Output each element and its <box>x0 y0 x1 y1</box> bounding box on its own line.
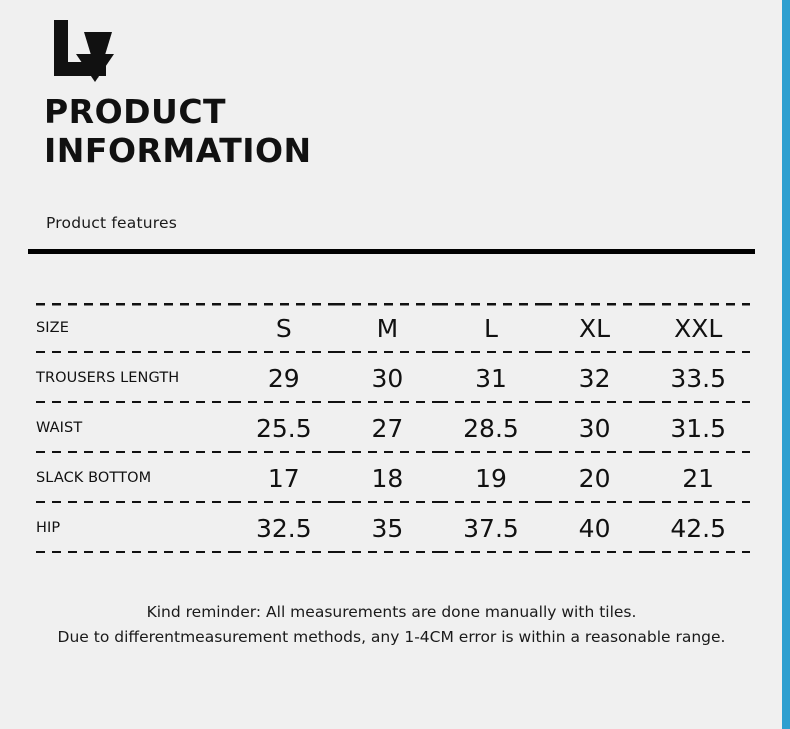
column-header-xxl: XXL <box>646 303 750 353</box>
size-chart <box>36 303 750 553</box>
page-title <box>44 92 644 170</box>
accent-bar <box>782 0 790 729</box>
table-row <box>36 503 750 553</box>
cell-slack-bottom-xxl: 21 <box>646 453 750 503</box>
section-divider <box>28 249 755 254</box>
cell-hip-m: 35 <box>336 503 440 553</box>
column-header-size: SIZE <box>36 303 232 353</box>
size-table <box>36 303 750 553</box>
title-line-1: PRODUCT <box>44 92 227 131</box>
cell-trousers-length-l: 31 <box>439 353 543 403</box>
row-label-trousers-length: TROUSERS LENGTH <box>36 353 232 403</box>
cell-trousers-length-xl: 32 <box>543 353 647 403</box>
cell-slack-bottom-xl: 20 <box>543 453 647 503</box>
cell-waist-xl: 30 <box>543 403 647 453</box>
row-label-slack-bottom: SLACK BOTTOM <box>36 453 232 503</box>
column-header-xl: XL <box>543 303 647 353</box>
column-header-l: L <box>439 303 543 353</box>
column-header-s: S <box>232 303 336 353</box>
cell-trousers-length-xxl: 33.5 <box>646 353 750 403</box>
footnote-line-2: Due to differentmeasurement methods, any 1-4CM error is within a reasonable range. <box>57 628 726 646</box>
title-line-2: INFORMATION <box>44 131 312 170</box>
cell-waist-m: 27 <box>336 403 440 453</box>
footnote-line-1: Kind reminder: All measurements are done manually with tiles. <box>146 603 637 621</box>
table-header-row <box>36 303 750 353</box>
cell-trousers-length-m: 30 <box>336 353 440 403</box>
cell-slack-bottom-s: 17 <box>232 453 336 503</box>
product-features-label: Product features <box>46 214 178 232</box>
cell-hip-xxl: 42.5 <box>646 503 750 553</box>
cell-trousers-length-s: 29 <box>232 353 336 403</box>
table-row <box>36 403 750 453</box>
row-label-hip: HIP <box>36 503 232 553</box>
table-row <box>36 453 750 503</box>
cell-waist-l: 28.5 <box>439 403 543 453</box>
cell-hip-s: 32.5 <box>232 503 336 553</box>
footnote <box>28 600 755 650</box>
row-label-waist: WAIST <box>36 403 232 453</box>
table-row <box>36 353 750 403</box>
cell-waist-xxl: 31.5 <box>646 403 750 453</box>
cell-slack-bottom-m: 18 <box>336 453 440 503</box>
column-header-m: M <box>336 303 440 353</box>
cell-slack-bottom-l: 19 <box>439 453 543 503</box>
cell-hip-xl: 40 <box>543 503 647 553</box>
cell-waist-s: 25.5 <box>232 403 336 453</box>
cell-hip-l: 37.5 <box>439 503 543 553</box>
down-right-arrow-icon <box>46 18 116 86</box>
